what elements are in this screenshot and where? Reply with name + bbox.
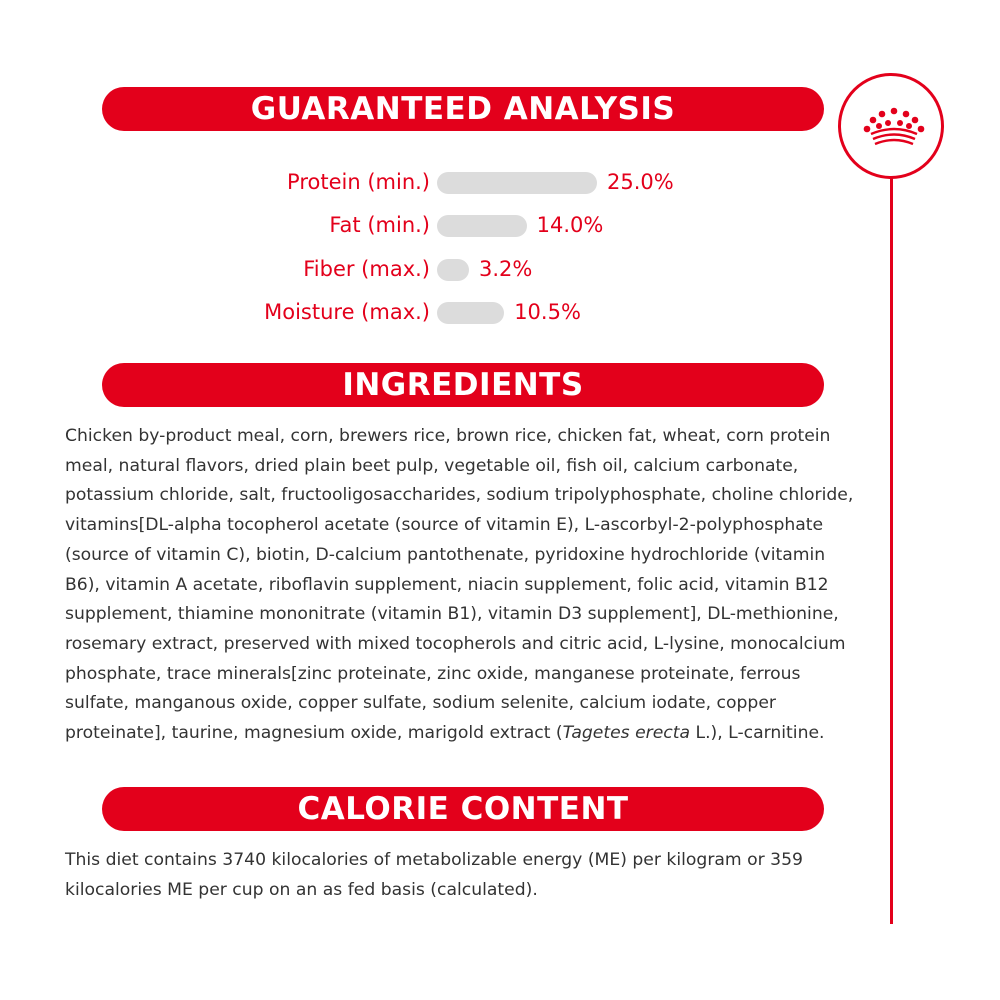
ingredients-title: INGREDIENTS: [342, 367, 584, 403]
analysis-label: Protein (min.): [287, 170, 430, 194]
analysis-bar: [437, 215, 527, 237]
analysis-bar: [437, 259, 469, 281]
analysis-bar: [437, 172, 597, 194]
ingredients-text-part: L.), L-carnitine.: [690, 723, 825, 744]
analysis-label: Fiber (max.): [303, 257, 430, 281]
decorative-vertical-line: [890, 178, 893, 924]
brand-crest: [838, 73, 944, 179]
analysis-row-fat: [0, 210, 1000, 240]
calorie-content-title: CALORIE CONTENT: [297, 791, 629, 827]
analysis-bar: [437, 302, 504, 324]
ingredients-text-italic: Tagetes erecta: [562, 723, 691, 744]
ingredients-banner: [102, 363, 824, 407]
analysis-value: 14.0%: [536, 213, 604, 237]
guaranteed-analysis-title: GUARANTEED ANALYSIS: [250, 91, 676, 127]
analysis-label: Moisture (max.): [264, 300, 430, 324]
calorie-content-banner: [102, 787, 824, 831]
crown-icon: [859, 102, 929, 152]
calorie-text: This diet contains 3740 kilocalories of metabolizable energy (ME) per kilogram or 359 kilocalories ME per cup on an as fed basis (calculated).: [65, 850, 803, 900]
analysis-value: 3.2%: [479, 257, 533, 281]
analysis-value: 25.0%: [607, 170, 674, 194]
analysis-row-protein: [0, 167, 1000, 197]
ingredients-text: [65, 422, 865, 749]
ingredients-text-part: Chicken by-product meal, corn, brewers rice, brown rice, chicken fat, wheat, corn protein meal, natural flavors, dried plain beet pulp, vegetable oil, fish oil, calcium carbonate, potassium chloride, salt, fructooligosaccharides, sodium tripolyphosphate, choline chloride, vitamins[DL-alpha tocopherol acetate (source of vitamin E), L-ascorbyl-2-polyphosphate (source of vitamin C), biotin, D-calcium pantothenate, pyridoxine hydrochloride (vitamin B6), vitamin A acetate, riboflavin supplement, niacin supplement, folic acid, vitamin B12 supplement, thiamine mononitrate (vitamin B1), vitamin D3 supplement], DL-methionine, rosemary extract, preserved with mixed tocopherols and citric acid, L-lysine, monocalcium phosphate, trace minerals[zinc proteinate, zinc oxide, manganese proteinate, ferrous sulfate, manganous oxide, copper sulfate, sodium selenite, calcium iodate, copper proteinate], taurine, magnesium oxide, marigold extract (: [65, 426, 854, 744]
analysis-row-moisture: [0, 297, 1000, 327]
analysis-row-fiber: [0, 254, 1000, 284]
analysis-value: 10.5%: [514, 300, 581, 324]
analysis-label: Fat (min.): [329, 213, 430, 237]
guaranteed-analysis-banner: [102, 87, 824, 131]
